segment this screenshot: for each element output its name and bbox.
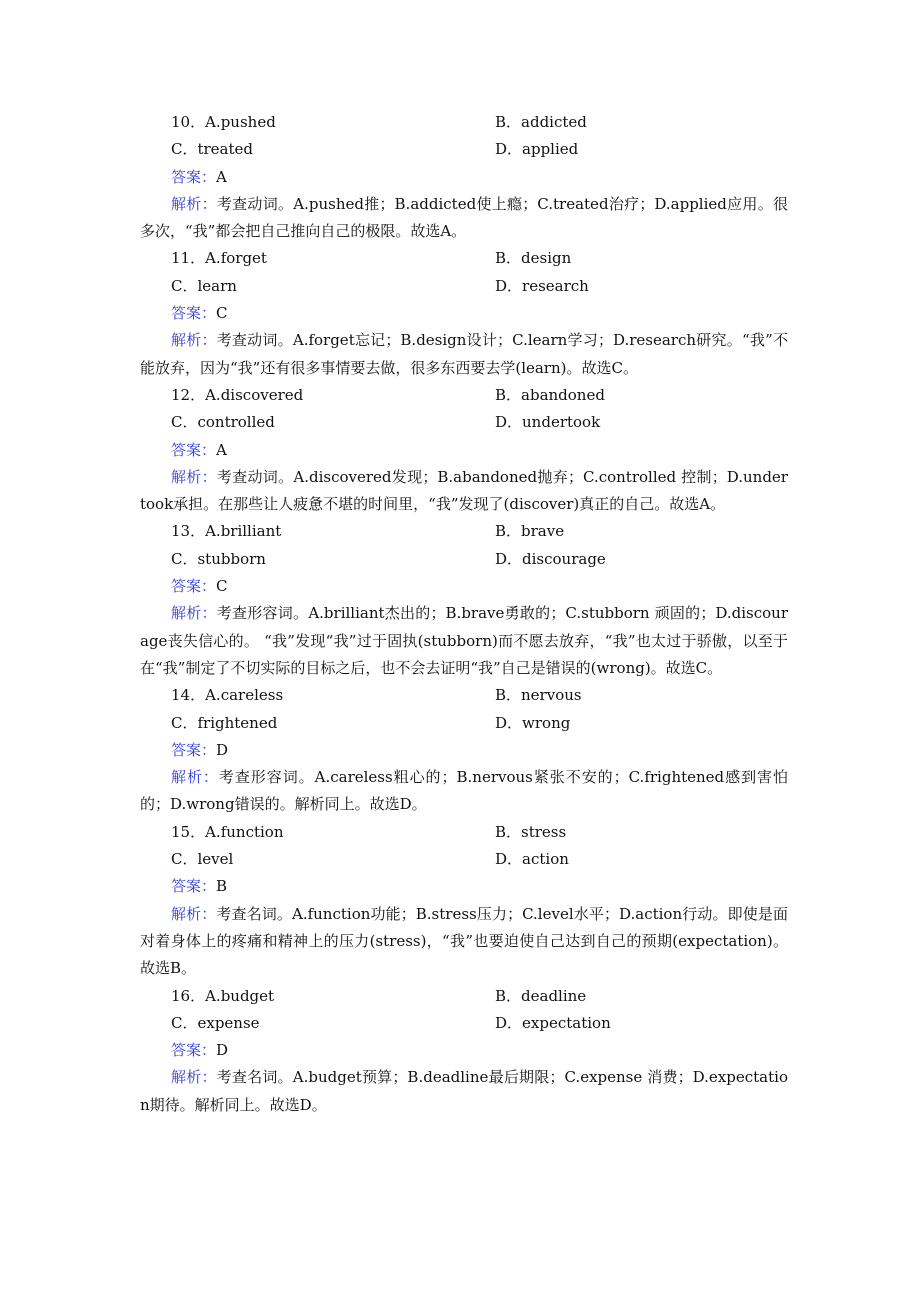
option-c: C．learn (171, 276, 237, 295)
answer-line (140, 737, 788, 764)
question-block (140, 983, 788, 1119)
analysis-label: 解析： (171, 1068, 217, 1087)
answer-label: 答案： (171, 577, 217, 596)
analysis-label: 解析： (171, 604, 217, 623)
option-a: 15．A.function (171, 822, 284, 841)
option-d: D．expectation (495, 1013, 611, 1032)
analysis-text: 考查动词。A.discovered发现；B.abandoned抛弃；C.controlled 控制；D.undertook承担。在那些让人疲惫不堪的时间里，“我”发现了(discover)真正的自己。故选A。 (140, 467, 788, 514)
analysis-paragraph (140, 764, 788, 819)
option-c: C．treated (171, 140, 254, 159)
option-a: 11．A.forget (171, 249, 267, 268)
options-row-cd (140, 546, 788, 573)
answer-label: 答案： (171, 740, 217, 759)
answer-label: 答案： (171, 877, 217, 896)
analysis-label: 解析： (171, 768, 219, 787)
option-d: D．applied (495, 140, 579, 159)
answer-value: A (216, 167, 227, 186)
option-d: D．research (495, 276, 589, 295)
option-c: C．expense (171, 1013, 260, 1032)
analysis-text: 考查名词。A.function功能；B.stress压力；C.level水平；D.action行动。即使是面对着身体上的疼痛和精神上的压力(stress)，“我”也要迫使自己达到自己的预期(expectation)。故选B。 (140, 904, 788, 978)
answer-line (140, 164, 788, 191)
analysis-text: 考查动词。A.forget忘记；B.design设计；C.learn学习；D.research研究。“我”不能放弃，因为“我”还有很多事情要去做，很多东西要去学(learn)。故选C。 (140, 331, 788, 377)
analysis-paragraph (140, 600, 788, 682)
analysis-paragraph (140, 464, 788, 519)
option-a: 12．A.discovered (171, 385, 304, 404)
answer-value: A (216, 440, 227, 459)
answer-line (140, 437, 788, 464)
question-block (140, 245, 788, 381)
analysis-text: 考查形容词。A.careless粗心的；B.nervous紧张不安的；C.frightened感到害怕的；D.wrong错误的。解析同上。故选D。 (140, 768, 788, 814)
question-block (140, 819, 788, 983)
question-block (140, 518, 788, 682)
options-row-cd (140, 409, 788, 436)
answer-value: D (216, 1041, 229, 1060)
option-b: B．stress (495, 822, 567, 841)
options-row-ab (140, 382, 788, 409)
option-d: D．action (495, 850, 569, 869)
option-a: 14．A.careless (171, 686, 284, 705)
option-a: 10．A.pushed (171, 113, 276, 131)
option-d: D．wrong (495, 713, 571, 732)
option-b: B．design (495, 249, 572, 268)
answer-value: C (216, 304, 228, 323)
options-row-cd (140, 273, 788, 300)
option-b: B．deadline (495, 986, 587, 1005)
option-b: B．abandoned (495, 385, 605, 404)
answer-value: C (216, 577, 228, 596)
option-a: 13．A.brilliant (171, 522, 282, 541)
option-b: B．addicted (495, 113, 587, 131)
analysis-paragraph (140, 901, 788, 983)
analysis-label: 解析： (171, 194, 217, 213)
analysis-label: 解析： (171, 467, 217, 486)
analysis-paragraph (140, 327, 788, 382)
answer-line (140, 873, 788, 900)
question-block (140, 682, 788, 818)
options-row-cd (140, 136, 788, 163)
question-block (140, 109, 788, 245)
analysis-text: 考查名词。A.budget预算；B.deadline最后期限；C.expense 消费；D.expectation期待。解析同上。故选D。 (140, 1068, 788, 1114)
options-row-ab (140, 819, 788, 846)
answer-line (140, 573, 788, 600)
options-row-ab (140, 682, 788, 709)
answer-label: 答案： (171, 167, 217, 186)
question-block (140, 382, 788, 518)
options-row-ab (140, 109, 788, 136)
option-b: B．nervous (495, 686, 582, 705)
analysis-paragraph (140, 191, 788, 246)
answer-label: 答案： (171, 304, 217, 323)
option-c: C．frightened (171, 713, 278, 732)
answer-label: 答案： (171, 440, 217, 459)
option-d: D．undertook (495, 413, 601, 432)
options-row-cd (140, 710, 788, 737)
option-c: C．controlled (171, 413, 275, 432)
options-row-ab (140, 518, 788, 545)
options-row-ab (140, 983, 788, 1010)
option-a: 16．A.budget (171, 986, 275, 1005)
option-d: D．discourage (495, 549, 606, 568)
analysis-paragraph (140, 1064, 788, 1119)
answer-value: B (216, 877, 228, 896)
answer-label: 答案： (171, 1041, 217, 1060)
option-c: C．level (171, 850, 234, 869)
analysis-text: 考查动词。A.pushed推；B.addicted使上瘾；C.treated治疗；D.applied应用。很多次，“我”都会把自己推向自己的极限。故选A。 (140, 194, 788, 241)
option-c: C．stubborn (171, 549, 266, 568)
analysis-label: 解析： (171, 904, 217, 923)
document-page (140, 109, 788, 1119)
answer-line (140, 300, 788, 327)
answer-value: D (216, 740, 229, 759)
analysis-text: 考查形容词。A.brilliant杰出的；B.brave勇敢的；C.stubborn 顽固的；D.discourage丧失信心的。 “我”发现“我”过于固执(stubborn)而不愿去放弃，“我”也太过于骄傲，以至于在“我”制定了不切实际的目标之后，也不会去证明“我”自己是错误的(wrong)。故选C。 (140, 604, 788, 677)
options-row-ab (140, 245, 788, 272)
option-b: B．brave (495, 522, 565, 541)
analysis-label: 解析： (171, 331, 217, 350)
answer-line (140, 1037, 788, 1064)
options-row-cd (140, 1010, 788, 1037)
options-row-cd (140, 846, 788, 873)
